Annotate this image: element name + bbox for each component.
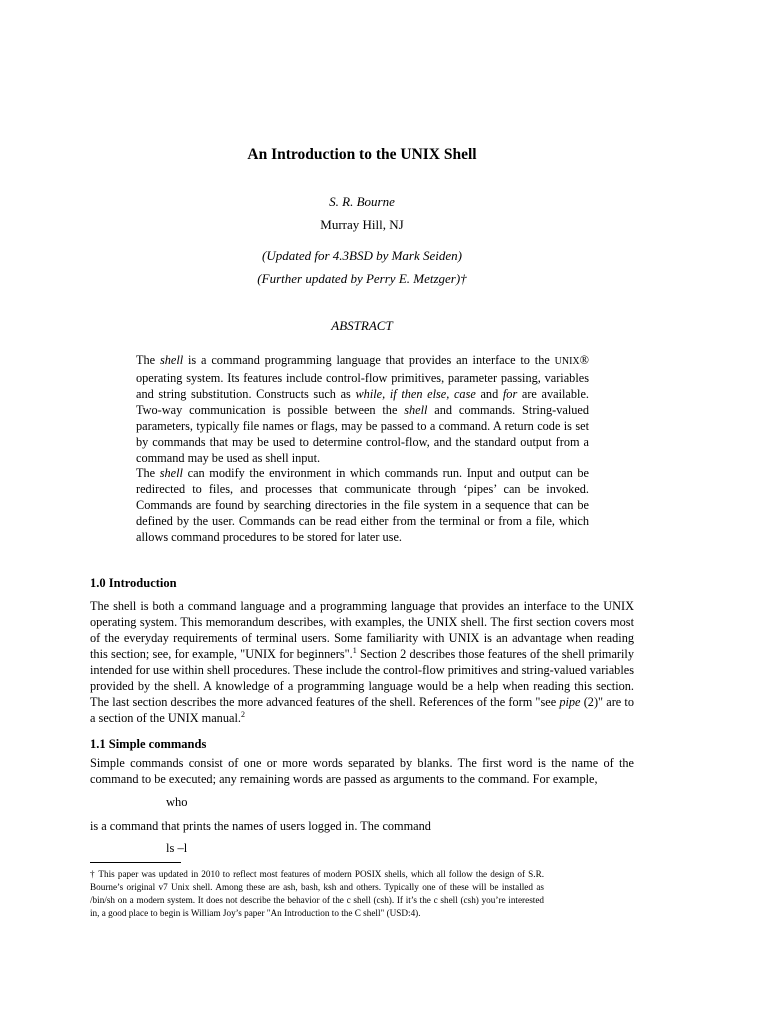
footnote-ref-2: 2 xyxy=(240,710,245,719)
author: S. R. Bourne xyxy=(329,194,395,209)
simple-commands-paragraph: Simple commands consist of one or more words separated by blanks. The first word is the name of the command to be executed; any remaining words are passed as arguments to the command. For example, xyxy=(90,756,634,786)
abstract-paragraph-1: The shell is a command programming language that provides an interface to the UNIX® operating system. Its features include control-flow primitives, parameter passing, variables and string substitution. Constructs such as while, if then else, case and for are available. Two-way communication is possible between the shell and commands. String-valued parameters, typically file names or flags, may be passed to a command. A return code is set by commands that may be used to determine control-flow, and the standard output from a command may be used as shell input. xyxy=(136,353,589,465)
introduction-paragraph: The shell is both a command language and a programming language that provides an interface to the UNIX operating system. This memorandum describes, with examples, the UNIX shell. The first section covers most of the everyday requirements of terminal users. Some familiarity with UNIX is an advantage when reading this section; see, for example, "UNIX for beginners".$^1$ Section 2 describes those features of the shell primarily intended for use within shell procedures. These include the control-flow primitives and string-valued variables provided by the shell. A knowledge of a programming language would be a help when reading this section. The last section describes the more advanced features of the shell. References of the form "see pipe (2)" are to a section of the UNIX manual.$^2$ xyxy=(90,599,634,725)
footnote-ref-1: 1 xyxy=(352,646,357,655)
update-note-2: (Further updated by Perry E. Metzger)† xyxy=(257,271,467,286)
term-shell: shell xyxy=(159,466,183,480)
code-example-ls: ls –l xyxy=(166,841,188,855)
paper-title: An Introduction to the UNIX Shell xyxy=(247,146,477,163)
update-note-1: (Updated for 4.3BSD by Mark Seiden) xyxy=(261,248,462,263)
footnote-text: † This paper was updated in 2010 to reflect most features of modern POSIX shells, which all follow the design of S.R. Bourne’s original v7 Unix shell. Among these are ash, bash, ksh and others. Typically one of these will be installed as /bin/sh on a modern system. It does not describe the behavior of the c shell (csh). If it’s the c shell (csh) you’re interested in, a good place to begin is William Joy’s paper "An Introduction to the C shell" (USD:4). xyxy=(90,869,544,918)
simple-commands-paragraph-2: is a command that prints the names of users logged in. The command xyxy=(90,819,431,833)
section-heading-simple-commands: 1.1 Simple commands xyxy=(90,737,207,751)
footnote-divider xyxy=(90,862,181,863)
affiliation: Murray Hill, NJ xyxy=(320,217,404,232)
abstract-paragraph-2: The shell can modify the environment in which commands run. Input and output can be redirected to files, and processes that communicate through ‘pipes’ can be invoked. Commands are found by searching directories in the file system in a sequence that can be defined by the user. Commands can be read either from the terminal or from a file, which allows command procedures to be stored for later use. xyxy=(136,466,589,544)
term-shell: shell xyxy=(159,353,184,367)
section-heading-introduction: 1.0 Introduction xyxy=(90,576,177,590)
code-example-who: who xyxy=(166,795,188,809)
abstract-heading: ABSTRACT xyxy=(331,318,393,333)
